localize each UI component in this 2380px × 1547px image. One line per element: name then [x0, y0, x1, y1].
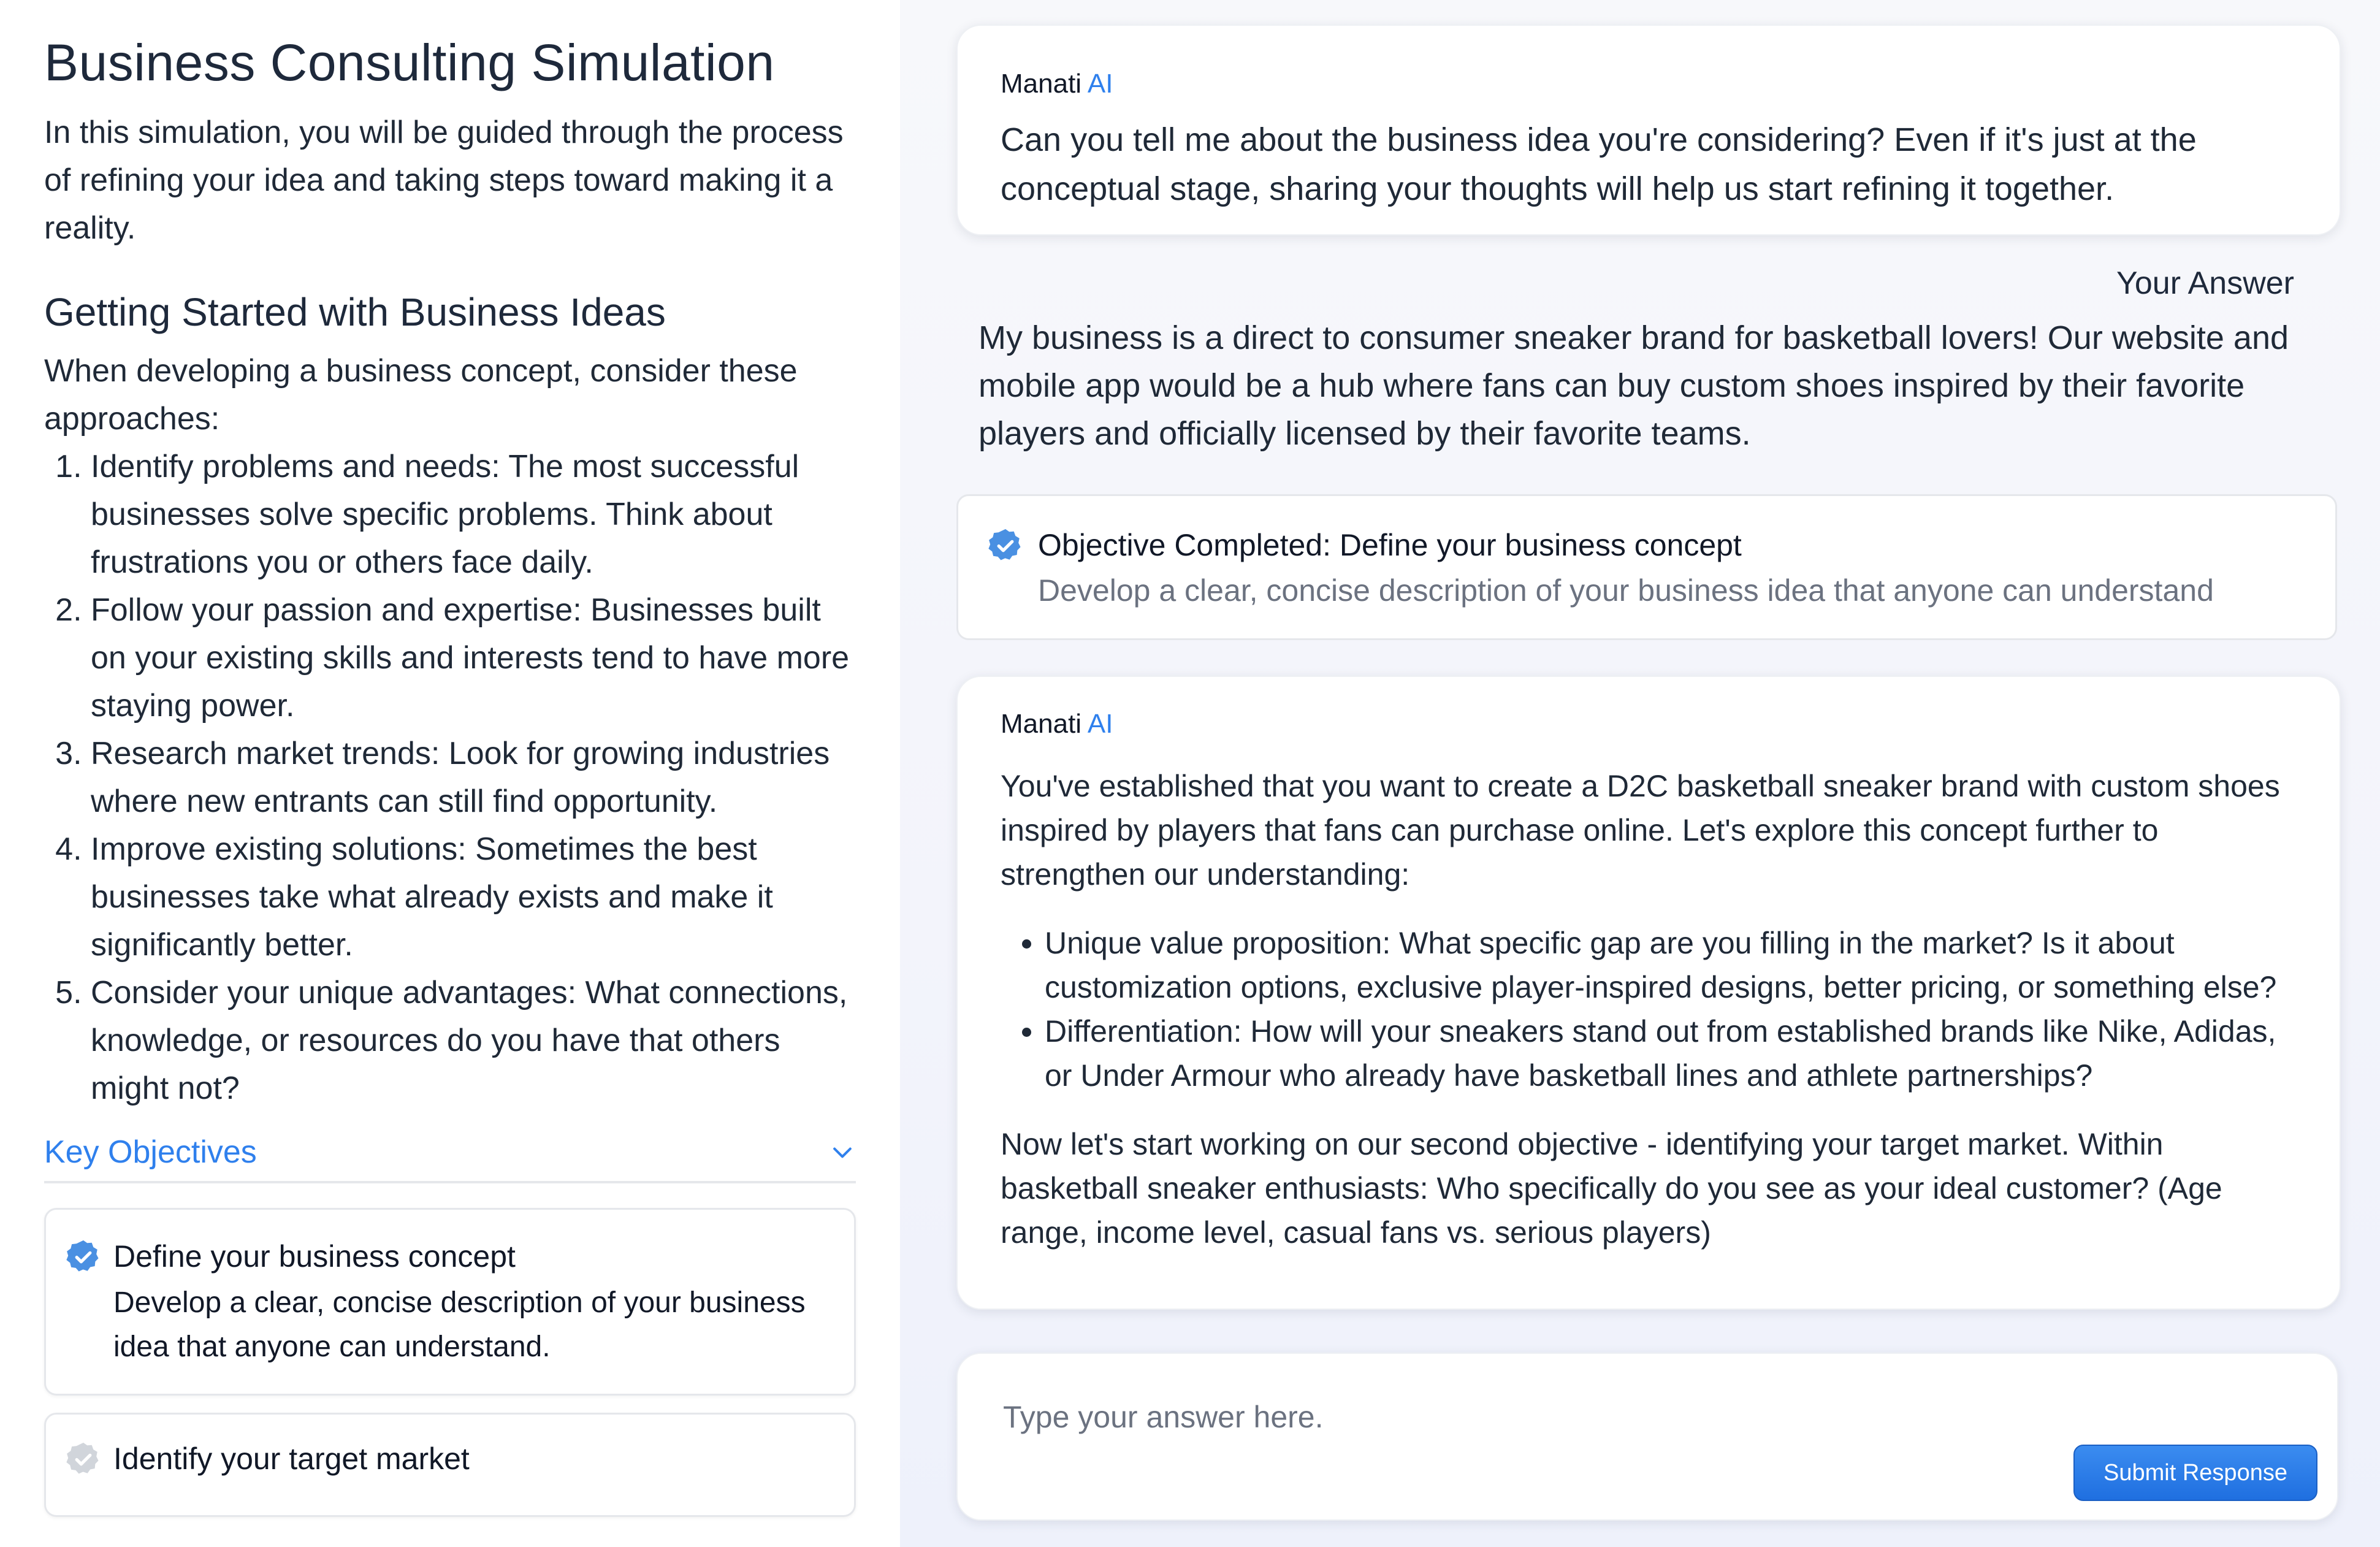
ai-message — [956, 676, 2341, 1310]
list-item: 4. Improve existing solutions: Sometimes the best businesses take what already exists and make it significantly better. — [91, 825, 856, 969]
objective-card-completed — [44, 1208, 856, 1396]
list-item: 1. Identify problems and needs: The most successful businesses solve specific problems. Think about frustrations you or others face daily. — [91, 443, 856, 586]
objective-title: Define your business concept — [113, 1239, 516, 1274]
answer-composer — [956, 1353, 2338, 1521]
chat-panel — [900, 0, 2380, 1547]
answer-input[interactable] — [1003, 1399, 2045, 1435]
submit-response-button[interactable]: Submit Response — [2073, 1445, 2317, 1501]
list-item: • Differentiation: How will your sneakers stand out from established brands like Nike, Adidas, or Under Armour who already have basketball lines and athlete partnerships? — [1045, 1009, 2297, 1098]
list-item: 3. Research market trends: Look for growing industries where new entrants can still find opportunity. — [91, 730, 856, 825]
sender-name: Manati — [1001, 69, 1082, 99]
list-item: • Unique value proposition: What specific gap are you filling in the market? Is it about customization options, exclusive player-inspired designs, better pricing, or something else? — [1045, 921, 2297, 1009]
message-intro: You've established that you want to create a D2C basketball sneaker brand with custom shoes inspired by players that fans can purchase online. Let's explore this concept further to strengthen our understanding: — [1001, 769, 2280, 892]
message-outro: Now let's start working on our second objective - identifying your target market. Within basketball sneaker enthusiasts: Who specifically do you see as your ideal customer? (Age range, income level, casual fans vs. serious players) — [1001, 1127, 2222, 1250]
sender-ai-tag: AI — [1087, 69, 1113, 99]
user-answer: My business is a direct to consumer sneaker brand for basketball lovers! Our website and mobile app would be a hub where fans can buy custom shoes inspired by their favorite players and officially licensed by their favorite teams. — [978, 319, 2289, 452]
approaches-list — [44, 443, 856, 1112]
key-objectives-toggle[interactable] — [44, 1127, 856, 1183]
your-answer-label: Your Answer — [2116, 265, 2294, 301]
section-title: Getting Started with Business Ideas — [44, 289, 666, 334]
sender-name: Manati — [1001, 709, 1082, 739]
message-sender — [1001, 709, 2297, 739]
verified-check-icon — [64, 1238, 102, 1276]
intro-text: In this simulation, you will be guided through the process of refining your idea and taking steps toward making it a reality. — [44, 114, 844, 246]
objective-card-pending — [44, 1413, 856, 1517]
key-objectives-label: Key Objectives — [44, 1134, 257, 1170]
list-item: 5. Consider your unique advantages: What connections, knowledge, or resources do you have that others might not? — [91, 969, 856, 1112]
objective-completed-banner — [956, 494, 2337, 640]
list-item: 2. Follow your passion and expertise: Businesses built on your existing skills and interests tend to have more staying power. — [91, 586, 856, 730]
chevron-down-icon[interactable] — [829, 1139, 856, 1166]
ai-message — [956, 25, 2341, 235]
verified-check-icon — [986, 527, 1024, 565]
objective-title: Identify your target market — [113, 1441, 470, 1476]
verified-check-icon — [64, 1440, 102, 1478]
page-title: Business Consulting Simulation — [44, 34, 775, 91]
message-body: Can you tell me about the business idea you're considering? Even if it's just at the conceptual stage, sharing your thoughts will help us start refining it together. — [1001, 121, 2197, 207]
objective-description: Develop a clear, concise description of your business idea that anyone can understand. — [113, 1286, 806, 1363]
instructions-panel — [0, 0, 900, 1547]
sender-ai-tag: AI — [1087, 709, 1113, 739]
message-bullets — [1001, 921, 2297, 1098]
completed-description: Develop a clear, concise description of your business idea that anyone can understand — [1038, 573, 2214, 608]
approaches-lead: When developing a business concept, consider these approaches: — [44, 353, 798, 437]
completed-title: Objective Completed: Define your business concept — [1038, 528, 1742, 562]
message-sender — [1001, 69, 2297, 99]
